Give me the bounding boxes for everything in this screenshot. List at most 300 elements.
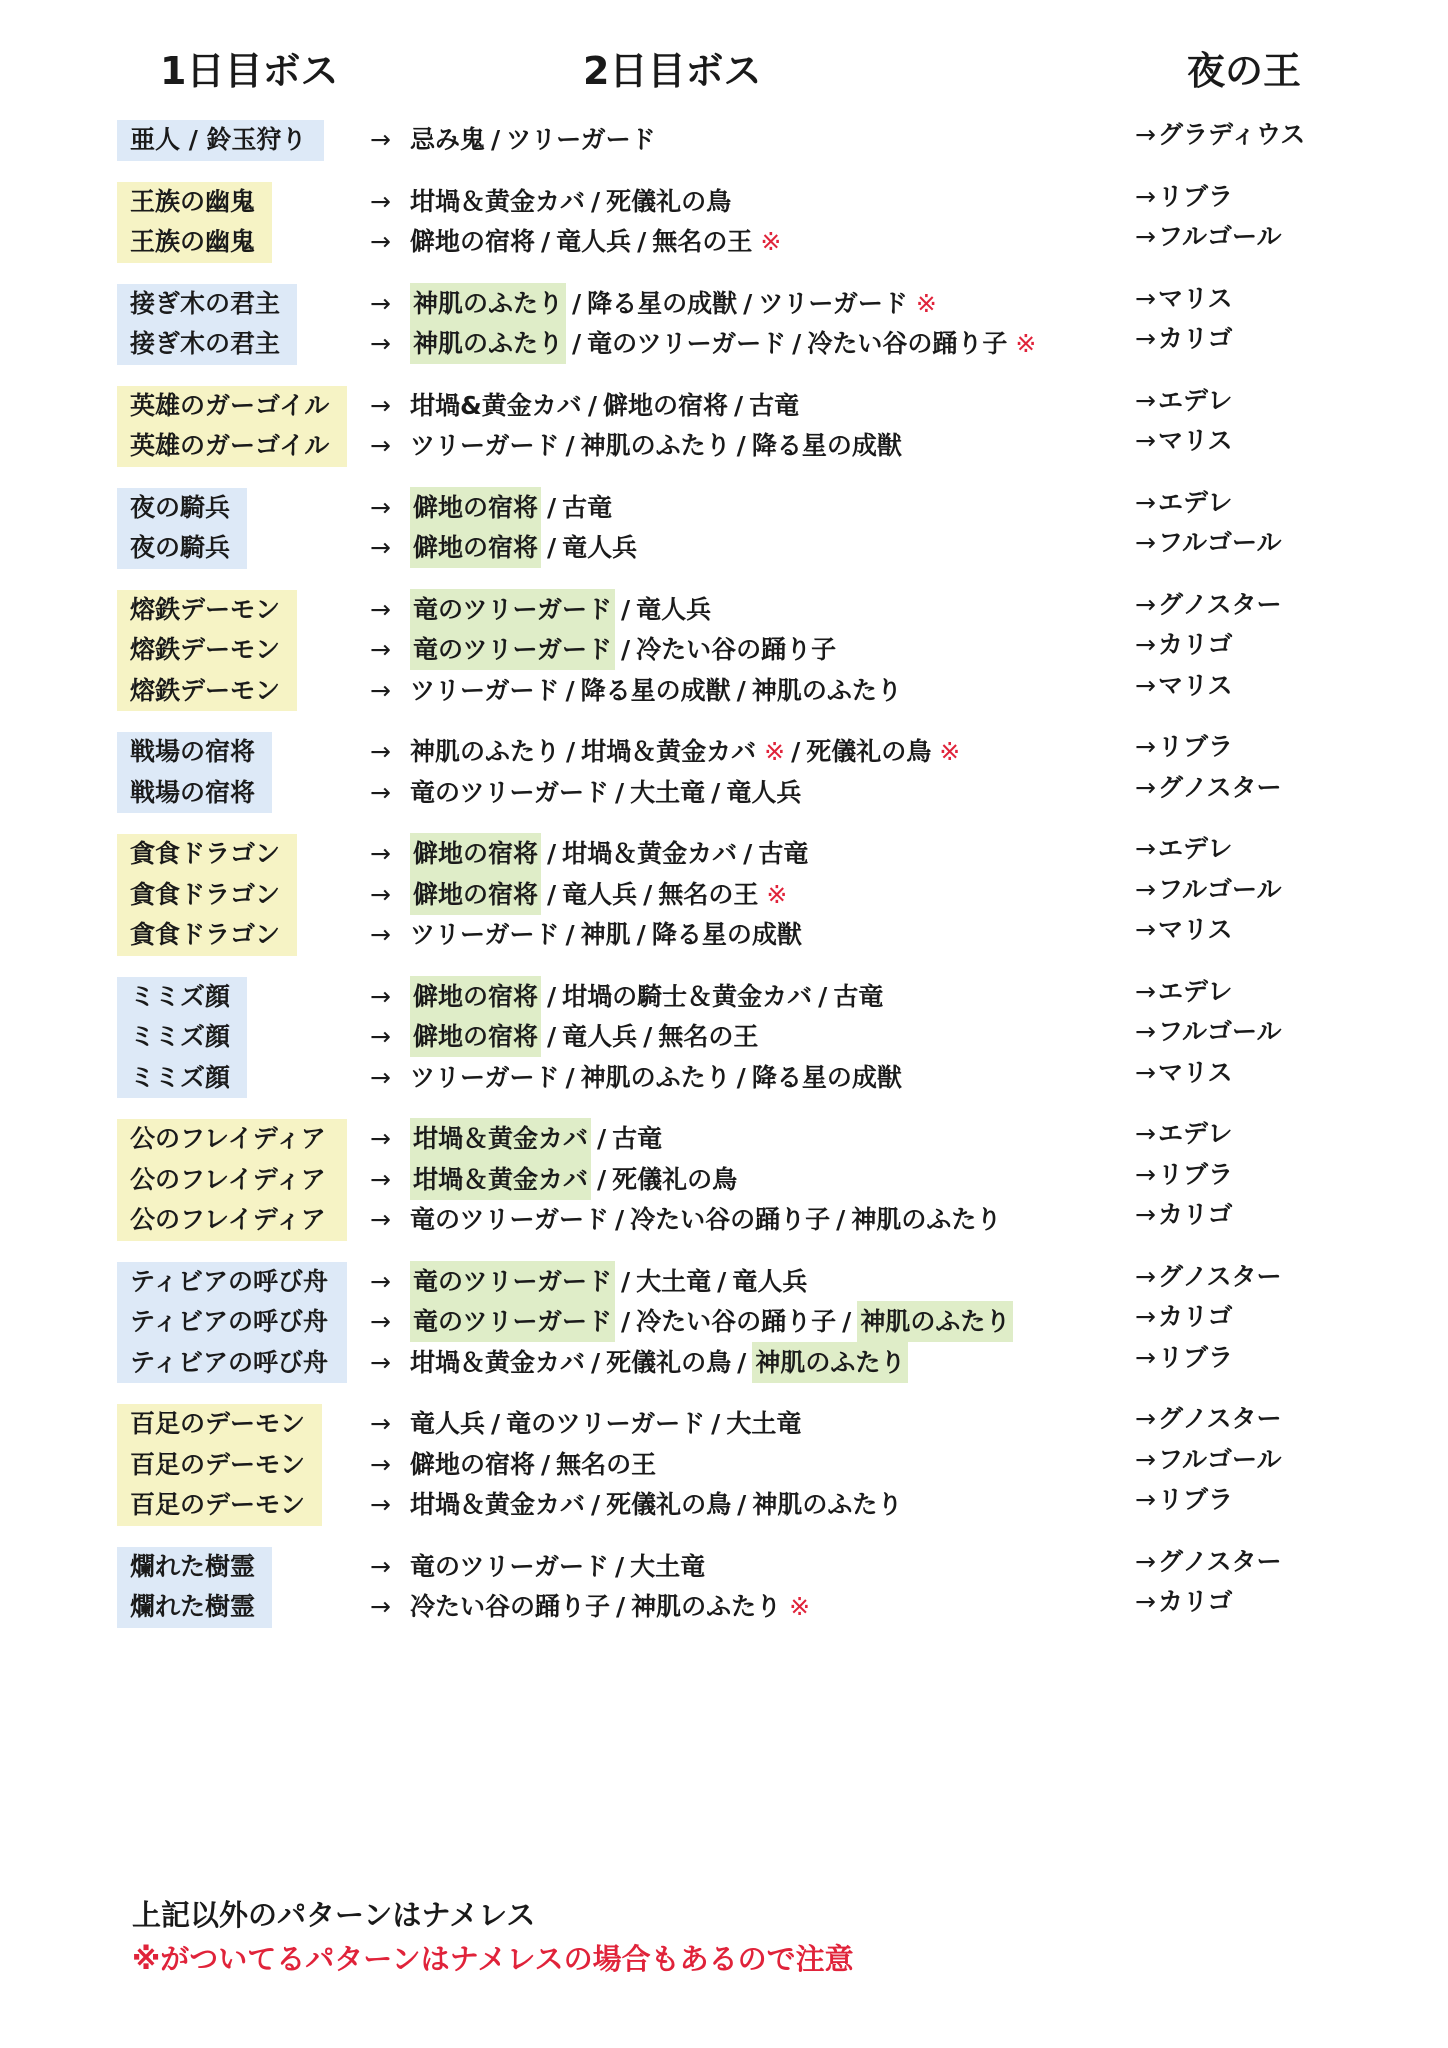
pattern-row xyxy=(0,1058,1448,1099)
day2-bosses xyxy=(410,1017,758,1058)
caution-mark: ※ xyxy=(1015,329,1037,358)
pattern-group xyxy=(0,386,1448,467)
day2-bosses xyxy=(410,1200,1001,1241)
arrow-icon: → xyxy=(370,492,391,522)
nightlord-name: カリゴ xyxy=(1157,1302,1233,1331)
day2-bosses xyxy=(410,528,637,569)
nightlord xyxy=(1135,972,1232,1013)
arrow-icon: → xyxy=(370,981,391,1011)
day1-boss: 夜の騎兵 xyxy=(130,533,231,562)
pattern-row xyxy=(0,1200,1448,1241)
day2-boss: 神肌のふたり xyxy=(851,1205,1002,1234)
arrow-icon: → xyxy=(1135,589,1156,619)
nightlord-name: リブラ xyxy=(1157,1342,1233,1372)
note-namaless: 上記以外のパターンはナメレス xyxy=(132,1898,536,1932)
caution-mark: ※ xyxy=(766,879,788,909)
day1-boss: ティビアの呼び舟 xyxy=(130,1307,329,1336)
separator: / xyxy=(615,1551,625,1581)
day1-boss: ミミズ顔 xyxy=(130,1022,231,1051)
day2-boss: ツリーガード xyxy=(410,920,560,949)
day2-boss: 坩堝＆黄金カバ xyxy=(410,186,586,216)
day2-bosses xyxy=(410,1547,705,1588)
day2-boss: 無名の王 xyxy=(658,1022,759,1051)
day2-boss: 神肌 xyxy=(580,920,631,949)
arrow-icon: → xyxy=(370,1490,391,1519)
day2-boss: 神肌のふたり xyxy=(410,737,561,766)
day2-bosses xyxy=(410,120,656,161)
day1-boss: ミミズ顔 xyxy=(130,1062,231,1092)
arrow-icon: → xyxy=(370,1266,391,1296)
day1-boss: 百足のデーモン xyxy=(130,1490,306,1519)
day2-boss: 竜人兵 xyxy=(732,1266,808,1296)
separator: / xyxy=(717,1266,727,1296)
day2-boss: 坩堝&黄金カバ xyxy=(410,390,582,420)
pattern-group xyxy=(0,1262,1448,1384)
day2-boss-highlighted: 竜のツリーガード xyxy=(410,1301,615,1342)
nightlord-name: エデレ xyxy=(1157,976,1233,1006)
arrow-icon: → xyxy=(370,390,391,420)
nightlord xyxy=(1135,1195,1232,1236)
separator: / xyxy=(615,1205,625,1234)
pattern-group xyxy=(0,182,1448,263)
day2-boss: 神肌のふたり xyxy=(580,431,731,460)
nightlord xyxy=(1135,1012,1281,1053)
day2-bosses xyxy=(410,1160,737,1201)
note-caution: ※がついてるパターンはナメレスの場合もあるので注意 xyxy=(132,1942,854,1976)
pattern-group xyxy=(0,1547,1448,1628)
day2-bosses xyxy=(410,222,781,263)
arrow-icon: → xyxy=(370,186,391,216)
pattern-group xyxy=(0,977,1448,1099)
separator: / xyxy=(836,1205,846,1234)
day2-bosses xyxy=(410,834,808,875)
pattern-row xyxy=(0,977,1448,1018)
day2-boss: 神肌のふたり xyxy=(751,675,902,705)
day2-boss: 死儀礼の鳥 xyxy=(606,1347,732,1377)
separator: / xyxy=(591,1347,601,1377)
day1-boss: 公のフレイディア xyxy=(130,1164,326,1194)
day2-boss: 竜人兵 xyxy=(556,227,632,256)
separator: / xyxy=(818,981,828,1011)
separator: / xyxy=(711,777,721,807)
nightlord xyxy=(1135,1399,1281,1440)
day1-boss: 爛れた樹霊 xyxy=(130,1592,256,1621)
day2-boss: 坩堝＆黄金カバ xyxy=(581,737,757,766)
nightlord-name: グノスター xyxy=(1157,1546,1282,1576)
day2-boss-highlighted: 坩堝＆黄金カバ xyxy=(410,1159,591,1200)
separator: / xyxy=(565,1062,575,1092)
day2-bosses xyxy=(410,773,801,814)
day2-boss: 冷たい谷の踊り子 xyxy=(410,1592,611,1621)
arrow-icon: → xyxy=(370,594,391,624)
pattern-row xyxy=(0,1547,1448,1588)
arrow-icon: → xyxy=(370,777,391,807)
separator: / xyxy=(591,1490,601,1519)
nightlord-name: カリゴ xyxy=(1157,630,1233,659)
day2-boss: 竜人兵 xyxy=(726,777,802,807)
day2-boss-highlighted: 竜のツリーガード xyxy=(410,629,615,670)
day2-boss: 降る星の成獣 xyxy=(587,288,738,318)
arrow-icon: → xyxy=(1135,1057,1156,1087)
arrow-icon: → xyxy=(370,431,391,460)
nightlord xyxy=(1135,1582,1232,1623)
separator: / xyxy=(621,1307,631,1336)
day2-bosses xyxy=(410,590,711,631)
header-day2-boss: 2日目ボス xyxy=(583,49,762,93)
nightlord-name: フルゴール xyxy=(1157,222,1282,251)
day2-bosses xyxy=(410,1343,908,1384)
day2-boss-highlighted: 僻地の宿将 xyxy=(410,487,541,528)
separator: / xyxy=(541,1449,551,1479)
nightlord-name: カリゴ xyxy=(1157,1587,1233,1616)
day1-boss: 亜人 / 鈴玉狩り xyxy=(130,125,307,154)
day2-boss: ツリーガード xyxy=(410,431,560,460)
nightlord-name: エデレ xyxy=(1157,487,1233,517)
pattern-row xyxy=(0,1302,1448,1343)
arrow-icon: → xyxy=(370,737,391,766)
day1-boss: 貪食ドラゴン xyxy=(130,920,281,949)
day2-boss: 竜人兵 xyxy=(562,533,638,562)
day2-boss: 無名の王 xyxy=(658,879,759,909)
nightlord-name: マリス xyxy=(1157,283,1233,313)
separator: / xyxy=(616,1592,626,1621)
day2-boss: 坩堝＆黄金カバ xyxy=(410,1490,586,1519)
pattern-row xyxy=(0,386,1448,427)
arrow-icon: → xyxy=(370,1062,391,1092)
nightlord xyxy=(1135,1053,1232,1094)
day1-boss: 英雄のガーゴイル xyxy=(130,390,330,420)
arrow-icon: → xyxy=(370,227,391,256)
separator: / xyxy=(591,186,601,216)
day2-bosses xyxy=(410,671,902,712)
notes xyxy=(132,1893,854,1981)
separator: / xyxy=(791,737,801,766)
day2-boss: 竜人兵 xyxy=(636,594,712,624)
arrow-icon: → xyxy=(1135,222,1156,251)
separator: / xyxy=(597,1124,607,1153)
separator: / xyxy=(565,675,575,705)
nightlord-name: フルゴール xyxy=(1157,874,1282,904)
nightlord xyxy=(1135,523,1281,564)
day2-boss: 古竜 xyxy=(749,390,800,420)
arrow-icon: → xyxy=(370,920,391,949)
arrow-icon: → xyxy=(370,1409,391,1438)
pattern-row xyxy=(0,120,1448,161)
arrow-icon: → xyxy=(1135,324,1156,353)
nightlord xyxy=(1135,727,1233,768)
pattern-row xyxy=(0,1343,1448,1384)
separator: / xyxy=(572,329,582,358)
nightlord-name: エデレ xyxy=(1157,1119,1233,1148)
arrow-icon: → xyxy=(1135,1342,1156,1372)
pattern-row xyxy=(0,1017,1448,1058)
arrow-icon: → xyxy=(1135,1587,1156,1616)
arrow-icon: → xyxy=(1135,1119,1156,1148)
arrow-icon: → xyxy=(1135,1546,1156,1576)
day1-boss: 百足のデーモン xyxy=(130,1449,306,1479)
day2-bosses xyxy=(410,324,1036,365)
day1-boss: 熔鉄デーモン xyxy=(130,675,281,705)
day1-boss: 爛れた樹霊 xyxy=(130,1551,256,1581)
day2-boss: 無名の王 xyxy=(556,1449,657,1479)
pattern-group xyxy=(0,590,1448,712)
nightlord xyxy=(1135,217,1281,258)
separator: / xyxy=(566,737,576,766)
nightlord xyxy=(1135,279,1232,320)
arrow-icon: → xyxy=(370,329,391,358)
nightlord-name: グノスター xyxy=(1157,589,1282,619)
pattern-group xyxy=(0,1119,1448,1241)
pattern-row xyxy=(0,834,1448,875)
day2-boss: 大土竜 xyxy=(630,777,706,807)
nightlord xyxy=(1135,910,1232,951)
day2-boss: 冷たい谷の踊り子 xyxy=(807,329,1008,358)
separator: / xyxy=(636,920,646,949)
separator: / xyxy=(615,777,625,807)
pattern-row xyxy=(0,1119,1448,1160)
day2-boss: 神肌のふたり xyxy=(580,1062,731,1092)
separator: / xyxy=(621,635,631,664)
pattern-group xyxy=(0,732,1448,813)
day2-boss: 古竜 xyxy=(562,492,613,522)
pattern-row xyxy=(0,1445,1448,1486)
pattern-row xyxy=(0,1587,1448,1628)
caution-mark: ※ xyxy=(915,288,937,318)
day2-bosses xyxy=(410,182,731,223)
day2-boss-highlighted: 僻地の宿将 xyxy=(410,976,541,1017)
day2-boss: ツリーガード xyxy=(506,125,656,154)
nightlord-name: マリス xyxy=(1157,915,1233,944)
pattern-group xyxy=(0,834,1448,956)
nightlord-name: フルゴール xyxy=(1157,1444,1282,1474)
day1-boss: 王族の幽鬼 xyxy=(130,186,256,216)
arrow-icon: → xyxy=(1135,181,1156,211)
arrow-icon: → xyxy=(370,1307,391,1336)
arrow-icon: → xyxy=(1135,630,1156,659)
caution-mark: ※ xyxy=(789,1592,811,1621)
arrow-icon: → xyxy=(370,1164,391,1194)
arrow-icon: → xyxy=(1135,1200,1156,1229)
day2-boss: 古竜 xyxy=(833,981,884,1011)
day1-boss: 戦場の宿将 xyxy=(130,777,256,807)
arrow-icon: → xyxy=(370,125,391,154)
arrow-icon: → xyxy=(370,675,391,705)
arrow-icon: → xyxy=(1135,670,1156,700)
day2-boss: 冷たい谷の踊り子 xyxy=(636,635,837,664)
day2-boss: 降る星の成獣 xyxy=(751,1062,902,1092)
nightlord xyxy=(1135,666,1232,707)
separator: / xyxy=(547,533,557,562)
day2-boss: 冷たい谷の踊り子 xyxy=(636,1307,837,1336)
day2-bosses xyxy=(410,1058,902,1099)
caution-mark: ※ xyxy=(939,737,961,766)
nightlord-name: フルゴール xyxy=(1157,528,1282,557)
separator: / xyxy=(621,1266,631,1296)
day2-boss: 竜のツリーガード xyxy=(587,329,787,358)
day2-boss: 竜人兵 xyxy=(562,1022,638,1051)
day2-bosses xyxy=(410,630,836,671)
nightlord xyxy=(1135,115,1305,156)
day2-boss: 僻地の宿将 xyxy=(410,227,536,256)
nightlord xyxy=(1135,1257,1281,1298)
arrow-icon: → xyxy=(370,1592,391,1621)
nightlord xyxy=(1135,381,1232,422)
day2-boss: 死儀礼の鳥 xyxy=(612,1164,738,1194)
day2-boss: 無名の王 xyxy=(652,227,753,256)
separator: / xyxy=(541,227,551,256)
day2-boss: 降る星の成獣 xyxy=(651,920,802,949)
day1-boss: 熔鉄デーモン xyxy=(130,635,281,664)
nightlord-name: エデレ xyxy=(1157,834,1233,863)
nightlord-name: グノスター xyxy=(1157,772,1282,802)
pattern-row xyxy=(0,630,1448,671)
separator: / xyxy=(572,288,582,318)
day2-bosses xyxy=(410,284,937,325)
arrow-icon: → xyxy=(370,635,391,664)
day2-boss: 竜のツリーガード xyxy=(506,1409,706,1438)
nightlord-name: カリゴ xyxy=(1157,1200,1233,1229)
day2-bosses xyxy=(410,977,883,1018)
nightlord xyxy=(1135,1542,1281,1583)
day2-boss: 竜のツリーガード xyxy=(410,1205,610,1234)
nightlord xyxy=(1135,870,1281,911)
arrow-icon: → xyxy=(1135,1404,1156,1433)
day2-boss: 竜人兵 xyxy=(562,879,638,909)
nightlord-name: リブラ xyxy=(1157,732,1233,761)
boss-pattern-list xyxy=(0,120,1448,1649)
separator: / xyxy=(621,594,631,624)
day2-boss-highlighted: 神肌のふたり xyxy=(410,323,566,364)
nightlord-name: グノスター xyxy=(1157,1404,1282,1433)
pattern-row xyxy=(0,915,1448,956)
day1-boss: 戦場の宿将 xyxy=(130,737,256,766)
day2-boss-highlighted: 竜のツリーガード xyxy=(410,1261,615,1302)
day1-boss: 熔鉄デーモン xyxy=(130,594,281,624)
arrow-icon: → xyxy=(1135,834,1156,863)
day2-bosses xyxy=(410,386,799,427)
pattern-group xyxy=(0,284,1448,365)
pattern-row xyxy=(0,222,1448,263)
day1-boss: 百足のデーモン xyxy=(130,1409,306,1438)
caution-mark: ※ xyxy=(760,227,782,256)
day1-boss: ティビアの呼び舟 xyxy=(130,1347,329,1377)
pattern-row xyxy=(0,671,1448,712)
day2-boss: 冷たい谷の踊り子 xyxy=(630,1205,831,1234)
day1-boss: 英雄のガーゴイル xyxy=(130,431,330,460)
arrow-icon: → xyxy=(1135,732,1156,761)
arrow-icon: → xyxy=(370,1551,391,1581)
arrow-icon: → xyxy=(1135,874,1156,904)
day2-boss: ツリーガード xyxy=(758,288,908,318)
caution-mark: ※ xyxy=(764,737,786,766)
separator: / xyxy=(643,1022,653,1051)
arrow-icon: → xyxy=(1135,1444,1156,1474)
nightlord xyxy=(1135,1440,1281,1481)
day1-boss: 夜の騎兵 xyxy=(130,492,231,522)
pattern-row xyxy=(0,528,1448,569)
day2-bosses xyxy=(410,875,787,916)
separator: / xyxy=(643,879,653,909)
separator: / xyxy=(637,227,647,256)
day2-boss: 死儀礼の鳥 xyxy=(806,737,932,766)
nightlord-name: カリゴ xyxy=(1157,324,1233,353)
day2-boss: 僻地の宿将 xyxy=(410,1449,536,1479)
pattern-row xyxy=(0,1485,1448,1526)
pattern-row xyxy=(0,324,1448,365)
nightlord-name: リブラ xyxy=(1157,1485,1233,1514)
nightlord-name: グラディウス xyxy=(1157,120,1306,149)
nightlord-name: リブラ xyxy=(1157,181,1233,211)
nightlord-name: マリス xyxy=(1157,426,1233,455)
arrow-icon: → xyxy=(1135,1302,1156,1331)
separator: / xyxy=(547,839,557,868)
day2-bosses xyxy=(410,426,902,467)
nightlord-name: グノスター xyxy=(1157,1261,1282,1291)
day2-bosses xyxy=(410,1587,810,1628)
arrow-icon: → xyxy=(1135,385,1156,415)
day1-boss: 王族の幽鬼 xyxy=(130,227,256,256)
header-day1-boss: 1日目ボス xyxy=(160,49,339,93)
separator: / xyxy=(597,1164,607,1194)
separator: / xyxy=(733,390,744,420)
day1-boss: 接ぎ木の君主 xyxy=(130,288,281,318)
pattern-row xyxy=(0,1160,1448,1201)
day2-boss: 大土竜 xyxy=(636,1266,712,1296)
arrow-icon: → xyxy=(370,839,391,868)
nightlord xyxy=(1135,483,1232,524)
day2-boss-highlighted: 僻地の宿将 xyxy=(410,527,541,568)
arrow-icon: → xyxy=(1135,976,1156,1006)
separator: / xyxy=(792,329,802,358)
nightlord xyxy=(1135,1338,1233,1379)
separator: / xyxy=(736,431,746,460)
pattern-group xyxy=(0,1404,1448,1526)
arrow-icon: → xyxy=(370,1124,391,1153)
day2-boss-highlighted: 竜のツリーガード xyxy=(410,589,615,630)
arrow-icon: → xyxy=(370,1449,391,1479)
arrow-icon: → xyxy=(370,1022,391,1051)
nightlord xyxy=(1135,585,1281,626)
arrow-icon: → xyxy=(370,288,391,318)
arrow-icon: → xyxy=(370,533,391,562)
day2-boss-highlighted: 神肌のふたり xyxy=(752,1342,908,1383)
nightlord-name: フルゴール xyxy=(1157,1017,1282,1046)
separator: / xyxy=(547,1022,557,1051)
pattern-row xyxy=(0,1404,1448,1445)
day2-boss: 神肌のふたり xyxy=(631,1592,782,1621)
pattern-group xyxy=(0,488,1448,569)
arrow-icon: → xyxy=(1135,1159,1156,1189)
separator: / xyxy=(491,125,501,154)
arrow-icon: → xyxy=(1135,915,1156,944)
day2-boss: ツリーガード xyxy=(410,1062,560,1092)
nightlord xyxy=(1135,421,1232,462)
day2-bosses xyxy=(410,488,612,529)
arrow-icon: → xyxy=(1135,1261,1156,1291)
arrow-icon: → xyxy=(370,1347,391,1377)
nightlord-name: マリス xyxy=(1157,1057,1233,1087)
day1-boss: 公のフレイディア xyxy=(130,1124,326,1153)
day1-boss: ミミズ顔 xyxy=(130,981,231,1011)
day2-boss: 大土竜 xyxy=(630,1551,706,1581)
day2-boss-highlighted: 坩堝＆黄金カバ xyxy=(410,1118,591,1159)
arrow-icon: → xyxy=(1135,487,1156,517)
day2-boss-highlighted: 僻地の宿将 xyxy=(410,1016,541,1057)
day2-boss: 坩堝＆黄金カバ xyxy=(410,1347,586,1377)
arrow-icon: → xyxy=(1135,283,1156,313)
day2-bosses xyxy=(410,1404,801,1445)
separator: / xyxy=(743,288,753,318)
